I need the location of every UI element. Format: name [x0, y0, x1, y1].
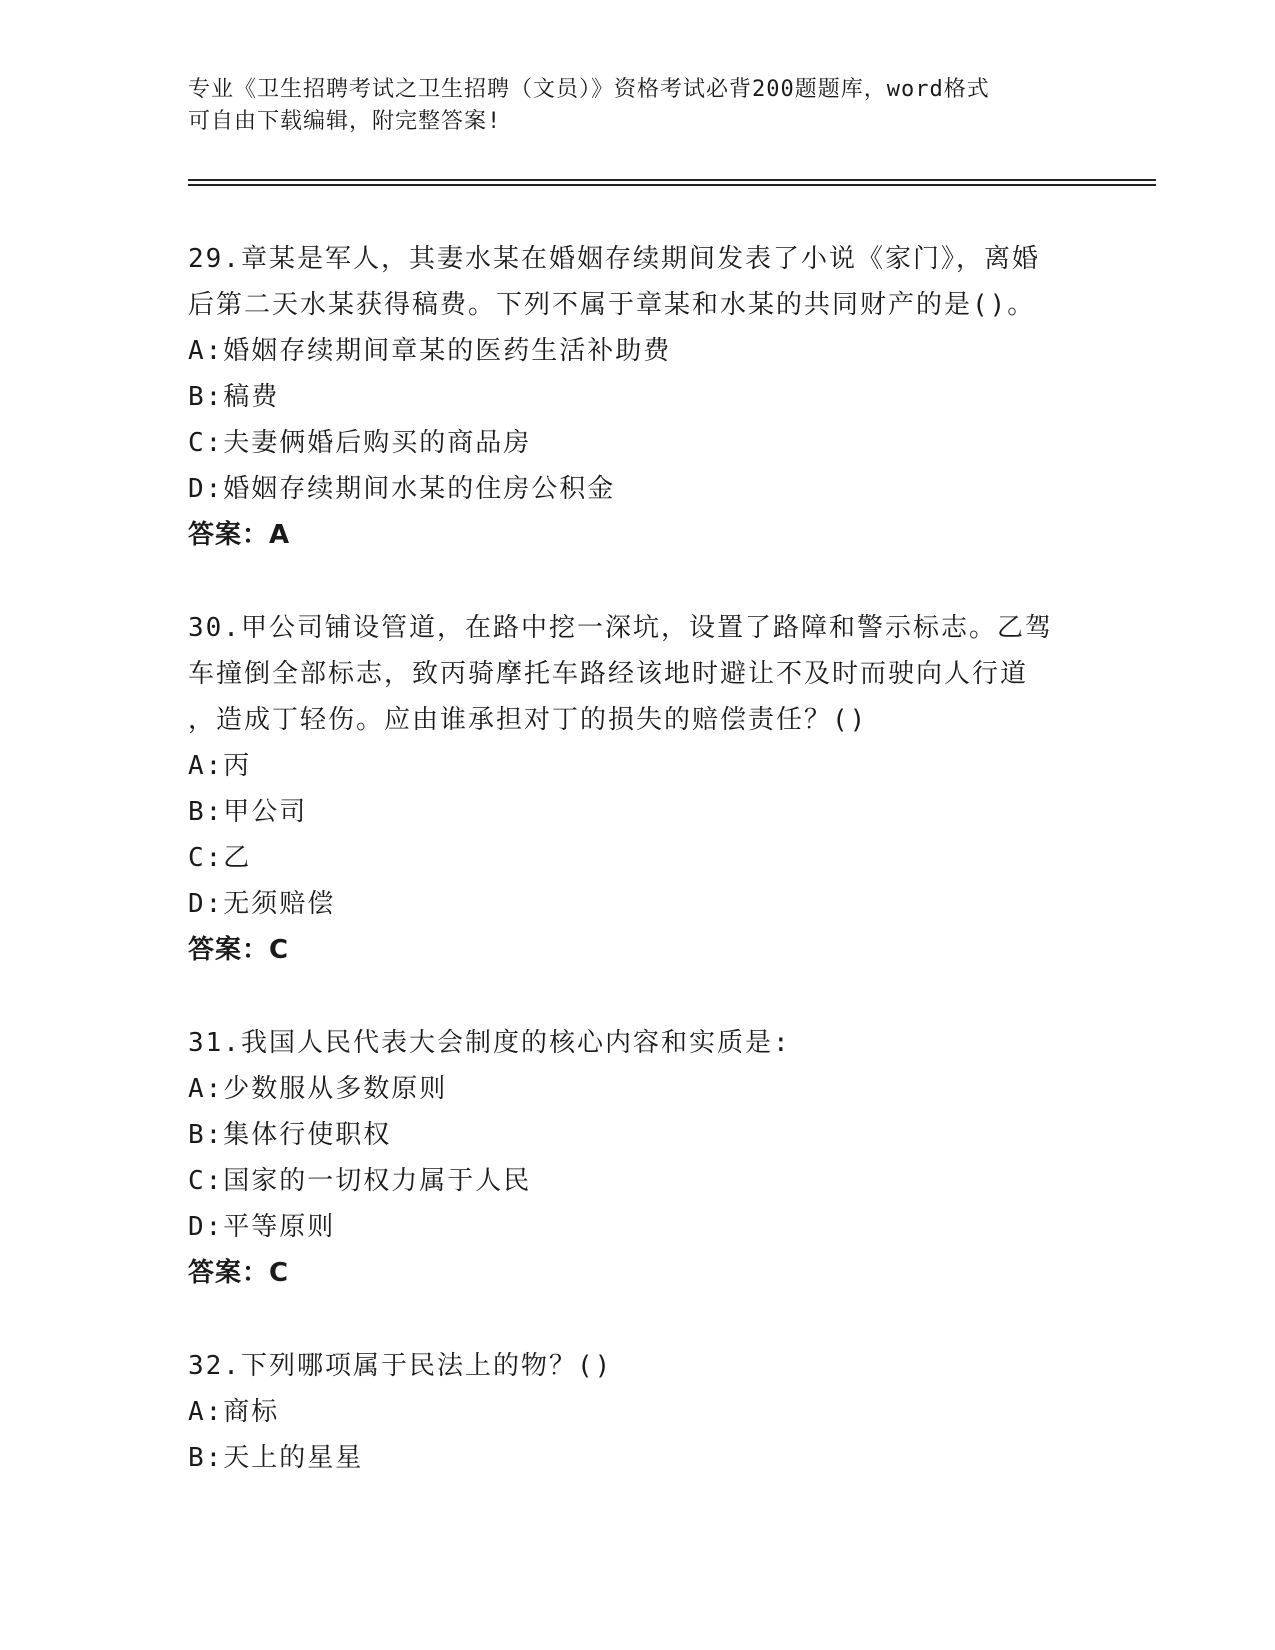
question-list — [188, 236, 1088, 1528]
option-d: D:无须赔偿 — [188, 889, 336, 919]
answer-line: 答案：C — [188, 1258, 290, 1288]
question-30 — [188, 605, 1088, 973]
question-stem: 车撞倒全部标志，致丙骑摩托车路经该地时避让不及时而驶向人行道 — [188, 659, 1029, 689]
option-a: A:丙 — [188, 751, 252, 781]
header-divider — [188, 179, 1156, 181]
question-32 — [188, 1343, 1088, 1481]
header-line: 专业《卫生招聘考试之卫生招聘（文员）》资格考试必背200题题库，word格式 — [188, 77, 990, 102]
question-29 — [188, 236, 1088, 558]
question-stem: 后第二天水某获得稿费。下列不属于章某和水某的共同财产的是()。 — [188, 290, 1036, 320]
option-a: A:商标 — [188, 1397, 280, 1427]
option-b: B:天上的星星 — [188, 1443, 364, 1473]
question-stem: 31.我国人民代表大会制度的核心内容和实质是: — [188, 1028, 791, 1058]
option-a: A:少数服从多数原则 — [188, 1074, 448, 1104]
question-31 — [188, 1020, 1088, 1296]
header-divider — [188, 184, 1156, 186]
option-b: B:稿费 — [188, 382, 280, 412]
answer-line: 答案：C — [188, 935, 290, 965]
question-stem: 29.章某是军人，其妻水某在婚姻存续期间发表了小说《家门》，离婚 — [188, 244, 1040, 274]
option-c: C:国家的一切权力属于人民 — [188, 1166, 532, 1196]
question-stem: 30.甲公司铺设管道，在路中挖一深坑，设置了路障和警示标志。乙驾 — [188, 613, 1053, 643]
option-c: C:乙 — [188, 843, 252, 873]
option-d: D:婚姻存续期间水某的住房公积金 — [188, 474, 616, 504]
question-stem: 32.下列哪项属于民法上的物？() — [188, 1351, 613, 1381]
option-b: B:集体行使职权 — [188, 1120, 392, 1150]
option-b: B:甲公司 — [188, 797, 308, 827]
document-header — [188, 74, 1088, 138]
option-c: C:夫妻俩婚后购买的商品房 — [188, 428, 532, 458]
question-stem: ，造成丁轻伤。应由谁承担对丁的损失的赔偿责任？() — [188, 705, 868, 735]
option-a: A:婚姻存续期间章某的医药生活补助费 — [188, 336, 672, 366]
answer-line: 答案：A — [188, 520, 291, 550]
option-d: D:平等原则 — [188, 1212, 336, 1242]
header-line: 可自由下载编辑，附完整答案! — [188, 109, 502, 134]
